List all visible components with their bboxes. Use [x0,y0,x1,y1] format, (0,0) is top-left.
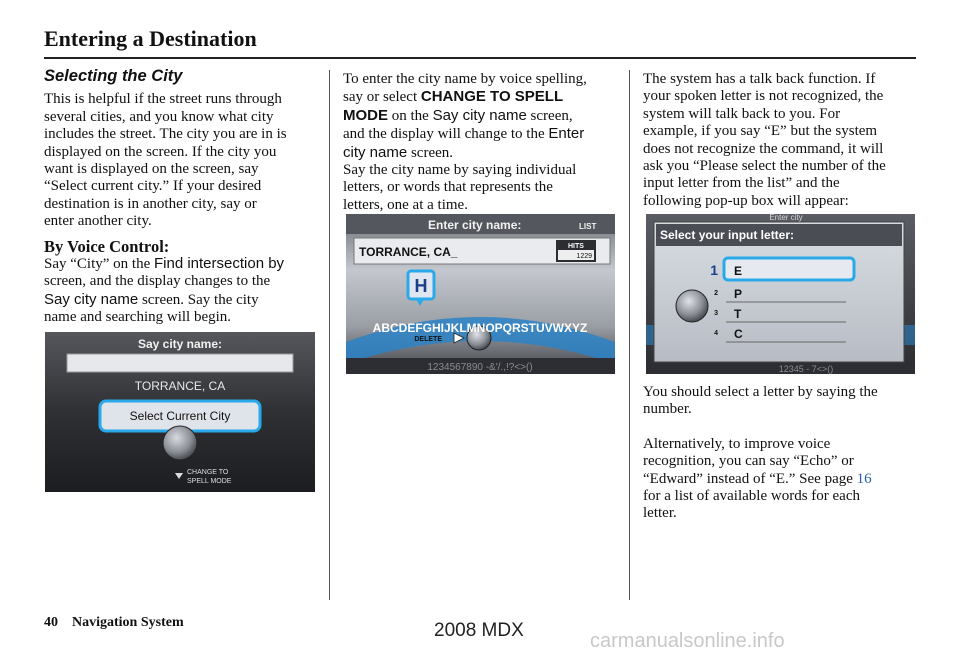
select-current-city-button[interactable]: Select Current City [129,409,231,423]
enter-city-name-screenshot [346,214,615,374]
option-letter[interactable]: C [734,327,743,341]
model-label: 2008 MDX [434,620,524,641]
hits-count: 1229 [576,253,592,260]
column-divider-2 [629,70,630,600]
select-input-letter-screen [646,214,915,374]
column-3 [643,71,923,210]
text-span: Say “City” on the [44,256,154,273]
column-3-lower [643,384,923,523]
paragraph-line: number. [643,401,692,418]
paragraph-line: enter another city. [44,213,152,230]
select-input-letter-screenshot [646,214,915,374]
paragraph-line: Alternatively, to improve voice [643,435,831,452]
watermark: carmanualsonline.info [590,630,785,652]
text-span: and the display will change to the [343,126,549,143]
option-number: 2 [714,290,718,297]
text-span: on the [388,107,433,124]
paragraph-line: Say the city name by saying individual [343,162,577,179]
screen-title: Say city name: [137,337,223,351]
selected-option[interactable] [724,258,854,280]
paragraph-line: following pop-up box will appear: [643,192,849,209]
section-subhead: Selecting the City [44,67,183,85]
paragraph-line: ask you “Please select the number of the [643,158,886,175]
paragraph-line [44,255,324,273]
list-button[interactable]: LIST [579,222,597,231]
paragraph-line: This is helpful if the street runs through [44,91,282,108]
selected-letter: H [414,276,428,296]
option-number: 4 [714,330,718,337]
paragraph-line: “Select current city.” If your desired [44,178,262,195]
page-link[interactable]: 16 [856,470,872,487]
screen-name: Say city name [44,290,139,308]
paragraph-line: several cities, and you know what city [44,108,274,125]
footer-title: Navigation System [72,615,184,630]
number-keys[interactable]: 1234567890 -&'/.,!?<>() [427,362,533,373]
paragraph-line: letter. [643,505,677,522]
text-span: say or select [343,89,421,106]
text-span: screen. [407,144,454,161]
screen-name: city name [343,143,408,161]
paragraph-line: You should select a letter by saying the [643,384,878,400]
paragraph-line: includes the street. The city you are in is [44,126,287,143]
alphabet-keys[interactable]: ABCDEFGHIJKLMNOPQRSTUVWXYZ [372,321,588,335]
paragraph-line: system will talk back to you. For [643,105,841,122]
say-city-name-screen [45,332,315,492]
background-number-keys: 12345 - 7<>() [778,364,834,374]
paragraph-line: your spoken letter is not recognized, the [643,88,884,105]
paragraph-line: screen, and the display changes to the [44,273,271,290]
hits-label: HITS [568,243,584,250]
screen-name: Find intersection by [153,255,285,273]
delete-button[interactable]: DELETE [414,336,442,343]
paragraph-line: letters, one at a time. [343,196,468,213]
paragraph-line: To enter the city name by voice spelling, [343,71,587,87]
joystick-knob-icon [676,290,708,322]
option-letter[interactable]: T [734,307,742,321]
column-2 [343,71,628,214]
paragraph-line: destination is in another city, say or [44,195,257,212]
paragraph-line: input letter from the list” and the [643,175,840,192]
paragraph-line: does not recognize the command, it will [643,140,884,157]
paragraph-line [643,471,923,488]
paragraph-line: letters, or words that represents the [343,179,553,196]
paragraph-line: The system has a talk back function. If [643,71,876,87]
option-number: 3 [714,310,718,317]
text-span: “Edward” instead of “E.” See page [643,470,857,487]
joystick-knob-icon [163,426,197,460]
paragraph-line: example, if you say “E” but the system [643,123,878,140]
paragraph-line [343,144,628,162]
current-city-text: TORRANCE, CA [134,379,226,393]
column-1 [44,68,324,327]
header-rule [44,57,916,59]
screen-name: Enter [548,125,585,143]
enter-city-name-screen [346,214,615,374]
page-number: 40 [44,615,58,630]
command-name: CHANGE TO SPELL [420,88,564,106]
paragraph-line: want is displayed on the screen, say [44,161,259,178]
paragraph-line [343,107,628,125]
background-title: Enter city [769,214,803,222]
paragraph-line: displayed on the screen. If the city you [44,143,277,160]
spell-mode-hint: SPELL MODE [187,478,232,485]
option-number: 1 [710,262,718,278]
command-name: MODE [343,106,388,124]
option-letter[interactable]: P [734,287,743,301]
column-divider-1 [329,70,330,600]
screen-name: Say city name [432,106,527,124]
popup-title: Select your input letter: [660,228,795,242]
paragraph-line [343,125,628,143]
text-span: screen, [526,107,573,124]
page-title: Entering a Destination [44,26,257,51]
option-letter[interactable]: E [734,264,743,278]
spell-mode-hint: CHANGE TO [187,469,229,476]
paragraph-line: recognition, you can say “Echo” or [643,453,854,470]
paragraph-line: for a list of available words for each [643,488,860,505]
voice-control-heading: By Voice Control: [44,236,170,256]
paragraph-line [44,291,324,309]
paragraph-line: name and searching will begin. [44,309,232,326]
text-span: screen. Say the city [138,291,259,308]
city-entry-field[interactable]: TORRANCE, CA_ [359,245,458,259]
paragraph-line [343,88,628,106]
say-city-name-screenshot [45,332,315,492]
screen-title: Enter city name: [428,218,522,232]
